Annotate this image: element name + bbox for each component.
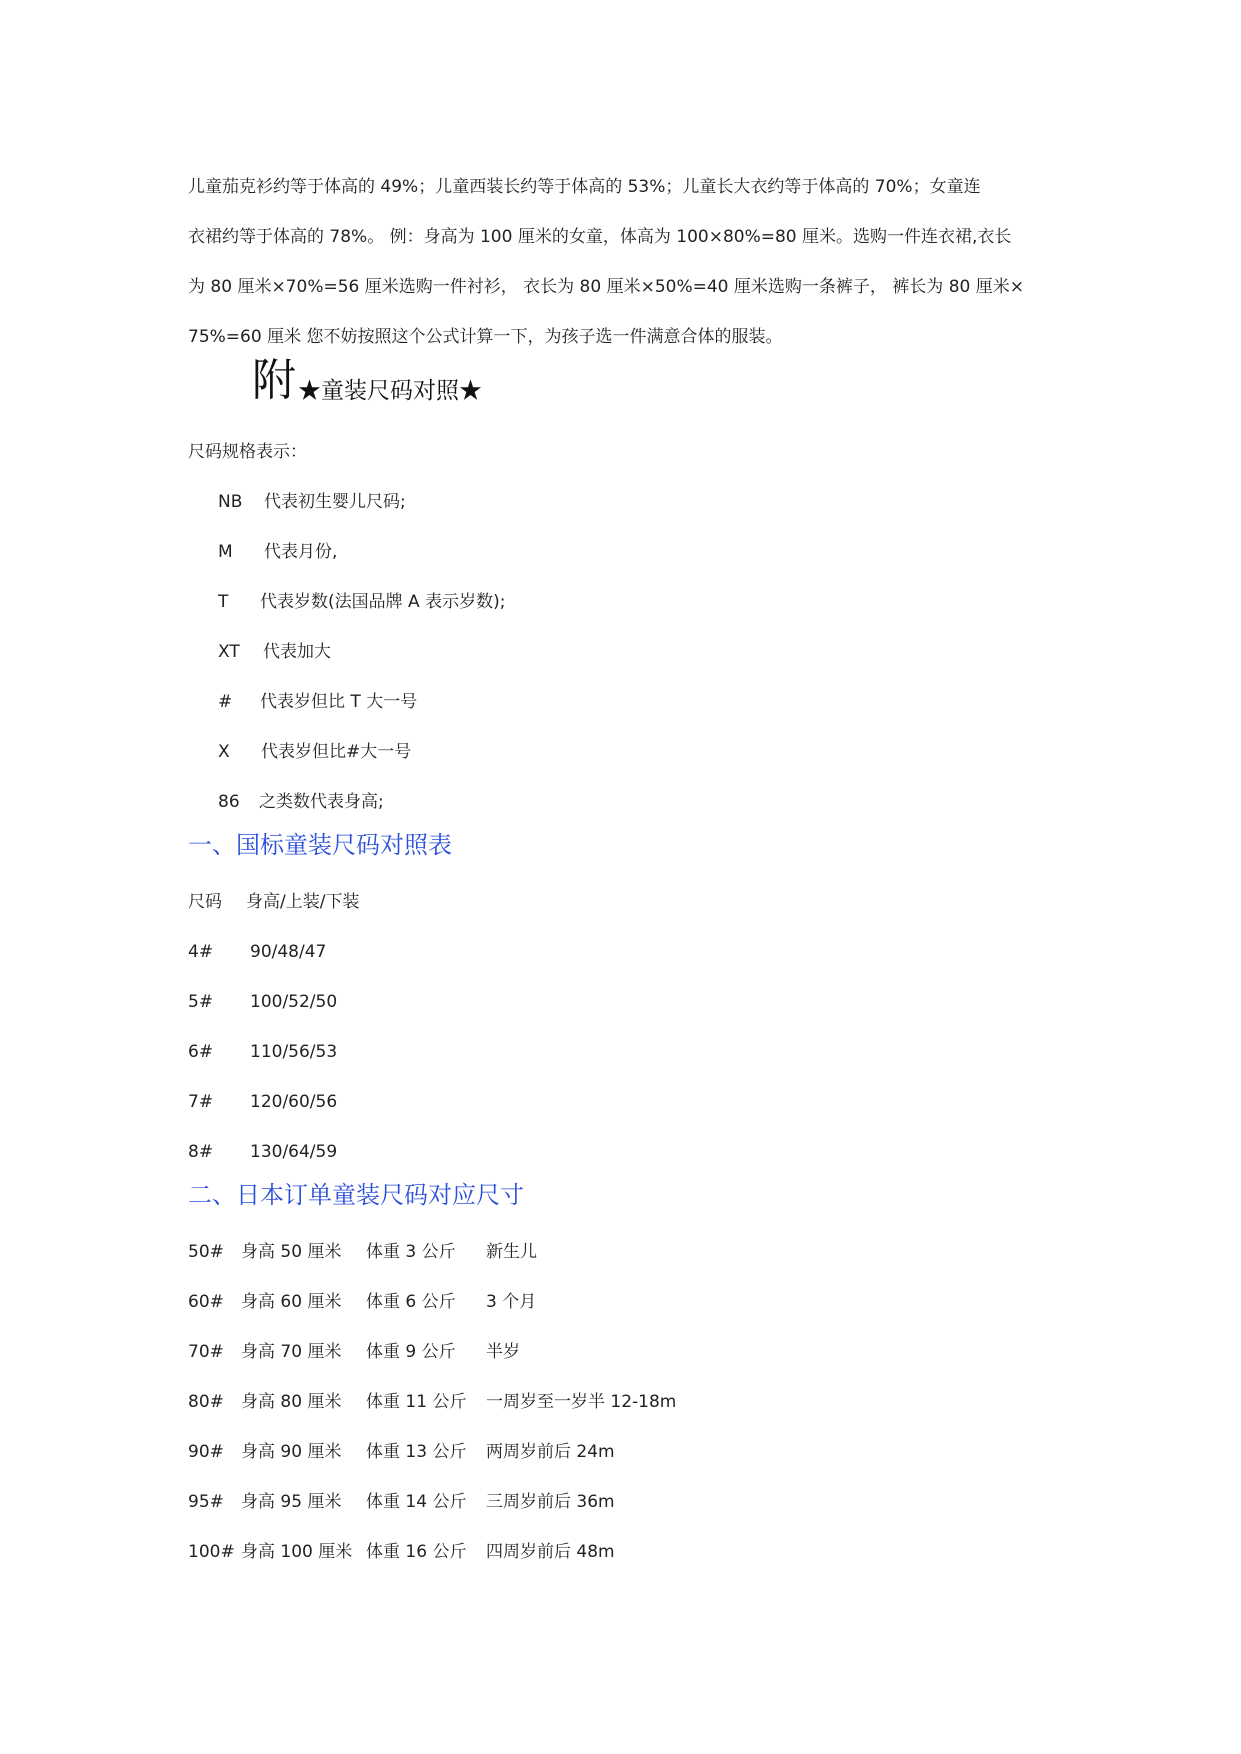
spec-item	[218, 541, 337, 563]
table-row	[188, 1491, 615, 1513]
spec-code: 86	[218, 792, 240, 812]
spec-label: 尺码规格表示：	[188, 442, 307, 462]
appendix-title	[252, 356, 482, 406]
table-row	[188, 991, 337, 1013]
table-cell: 100/52/50	[250, 992, 338, 1012]
table-row	[188, 1241, 537, 1263]
spec-desc: 代表加大	[263, 642, 331, 662]
spec-desc: 之类数代表身高;	[259, 792, 384, 812]
table-cell: 体重 13 公斤	[366, 1442, 467, 1462]
table-cell: 130/64/59	[250, 1142, 338, 1162]
table-cell: 4#	[188, 942, 214, 962]
table-cell: 120/60/56	[250, 1092, 338, 1112]
table-cell: 50#	[188, 1242, 224, 1262]
spec-item	[218, 741, 411, 763]
table-cell: 新生儿	[486, 1242, 537, 1262]
table-row	[188, 1441, 615, 1463]
spec-item	[218, 591, 505, 613]
table-cell: 80#	[188, 1392, 224, 1412]
table-cell: 身高 95 厘米	[241, 1492, 342, 1512]
table-row	[188, 941, 326, 963]
table-cell: 体重 9 公斤	[366, 1342, 456, 1362]
table-row	[188, 1041, 337, 1063]
intro-line: 为 80 厘米×70%=56 厘米选购一件衬衫， 衣长为 80 厘米×50%=40 厘米选购一条裤子， 裤长为 80 厘米×	[188, 277, 1024, 297]
table-cell: 95#	[188, 1492, 224, 1512]
table-row	[188, 1291, 536, 1313]
table-cell: 两周岁前后 24m	[486, 1442, 615, 1462]
table-cell: 5#	[188, 992, 214, 1012]
table-cell: 四周岁前后 48m	[486, 1542, 615, 1562]
spec-code: T	[218, 592, 229, 612]
section-heading: 一、国标童装尺码对照表	[188, 831, 452, 859]
intro-line: 75%=60 厘米 您不妨按照这个公式计算一下，为孩子选一件满意合体的服装。	[188, 327, 783, 347]
spec-item	[218, 641, 331, 663]
table-header-cell: 身高/上装/下装	[246, 892, 360, 912]
table-cell: 60#	[188, 1292, 224, 1312]
table-row	[188, 1541, 615, 1563]
spec-item	[218, 791, 384, 813]
spec-item	[218, 491, 406, 513]
table-cell: 3 个月	[486, 1292, 537, 1312]
spec-code: X	[218, 742, 230, 762]
intro-line: 衣裙约等于体高的 78%。 例：身高为 100 厘米的女童，体高为 100×80%=80 厘米。选购一件连衣裙,衣长	[188, 227, 1012, 247]
table-row	[188, 1091, 337, 1113]
spec-code: XT	[218, 642, 240, 662]
table-header-cell: 尺码	[188, 892, 222, 912]
table-cell: 体重 14 公斤	[366, 1492, 467, 1512]
table-header-row	[188, 891, 359, 913]
table-row	[188, 1391, 676, 1413]
table-cell: 8#	[188, 1142, 214, 1162]
table-cell: 体重 16 公斤	[366, 1542, 467, 1562]
table-cell: 体重 11 公斤	[366, 1392, 467, 1412]
table-cell: 半岁	[486, 1342, 520, 1362]
table-cell: 90#	[188, 1442, 224, 1462]
table-cell: 100#	[188, 1542, 235, 1562]
spec-desc: 代表岁但比 T 大一号	[260, 692, 418, 712]
spec-desc: 代表初生婴儿尺码;	[264, 492, 406, 512]
intro-line: 儿童茄克衫约等于体高的 49%；儿童西装长约等于体高的 53%；儿童长大衣约等于体高的 70%；女童连	[188, 177, 981, 197]
table-cell: 身高 100 厘米	[241, 1542, 353, 1562]
table-cell: 身高 80 厘米	[241, 1392, 342, 1412]
table-cell: 身高 50 厘米	[241, 1242, 342, 1262]
table-cell: 70#	[188, 1342, 224, 1362]
section-heading: 二、日本订单童装尺码对应尺寸	[188, 1181, 524, 1209]
spec-item	[218, 691, 417, 713]
spec-desc: 代表岁但比#大一号	[261, 742, 412, 762]
table-cell: 身高 90 厘米	[241, 1442, 342, 1462]
appendix-title-text: ★童装尺码对照★	[298, 378, 482, 404]
spec-desc: 代表月份,	[264, 542, 338, 562]
table-cell: 90/48/47	[250, 942, 327, 962]
appendix-big-char: 附	[252, 355, 296, 406]
table-cell: 体重 6 公斤	[366, 1292, 456, 1312]
table-cell: 一周岁至一岁半 12-18m	[486, 1392, 677, 1412]
table-cell: 110/56/53	[250, 1042, 338, 1062]
table-cell: 6#	[188, 1042, 214, 1062]
spec-code: M	[218, 542, 233, 562]
table-row	[188, 1141, 337, 1163]
table-cell: 7#	[188, 1092, 214, 1112]
table-row	[188, 1341, 520, 1363]
spec-code: #	[218, 692, 233, 712]
table-cell: 体重 3 公斤	[366, 1242, 456, 1262]
table-cell: 身高 60 厘米	[241, 1292, 342, 1312]
table-cell: 三周岁前后 36m	[486, 1492, 615, 1512]
table-cell: 身高 70 厘米	[241, 1342, 342, 1362]
spec-desc: 代表岁数(法国品牌 A 表示岁数);	[260, 592, 506, 612]
spec-code: NB	[218, 492, 243, 512]
